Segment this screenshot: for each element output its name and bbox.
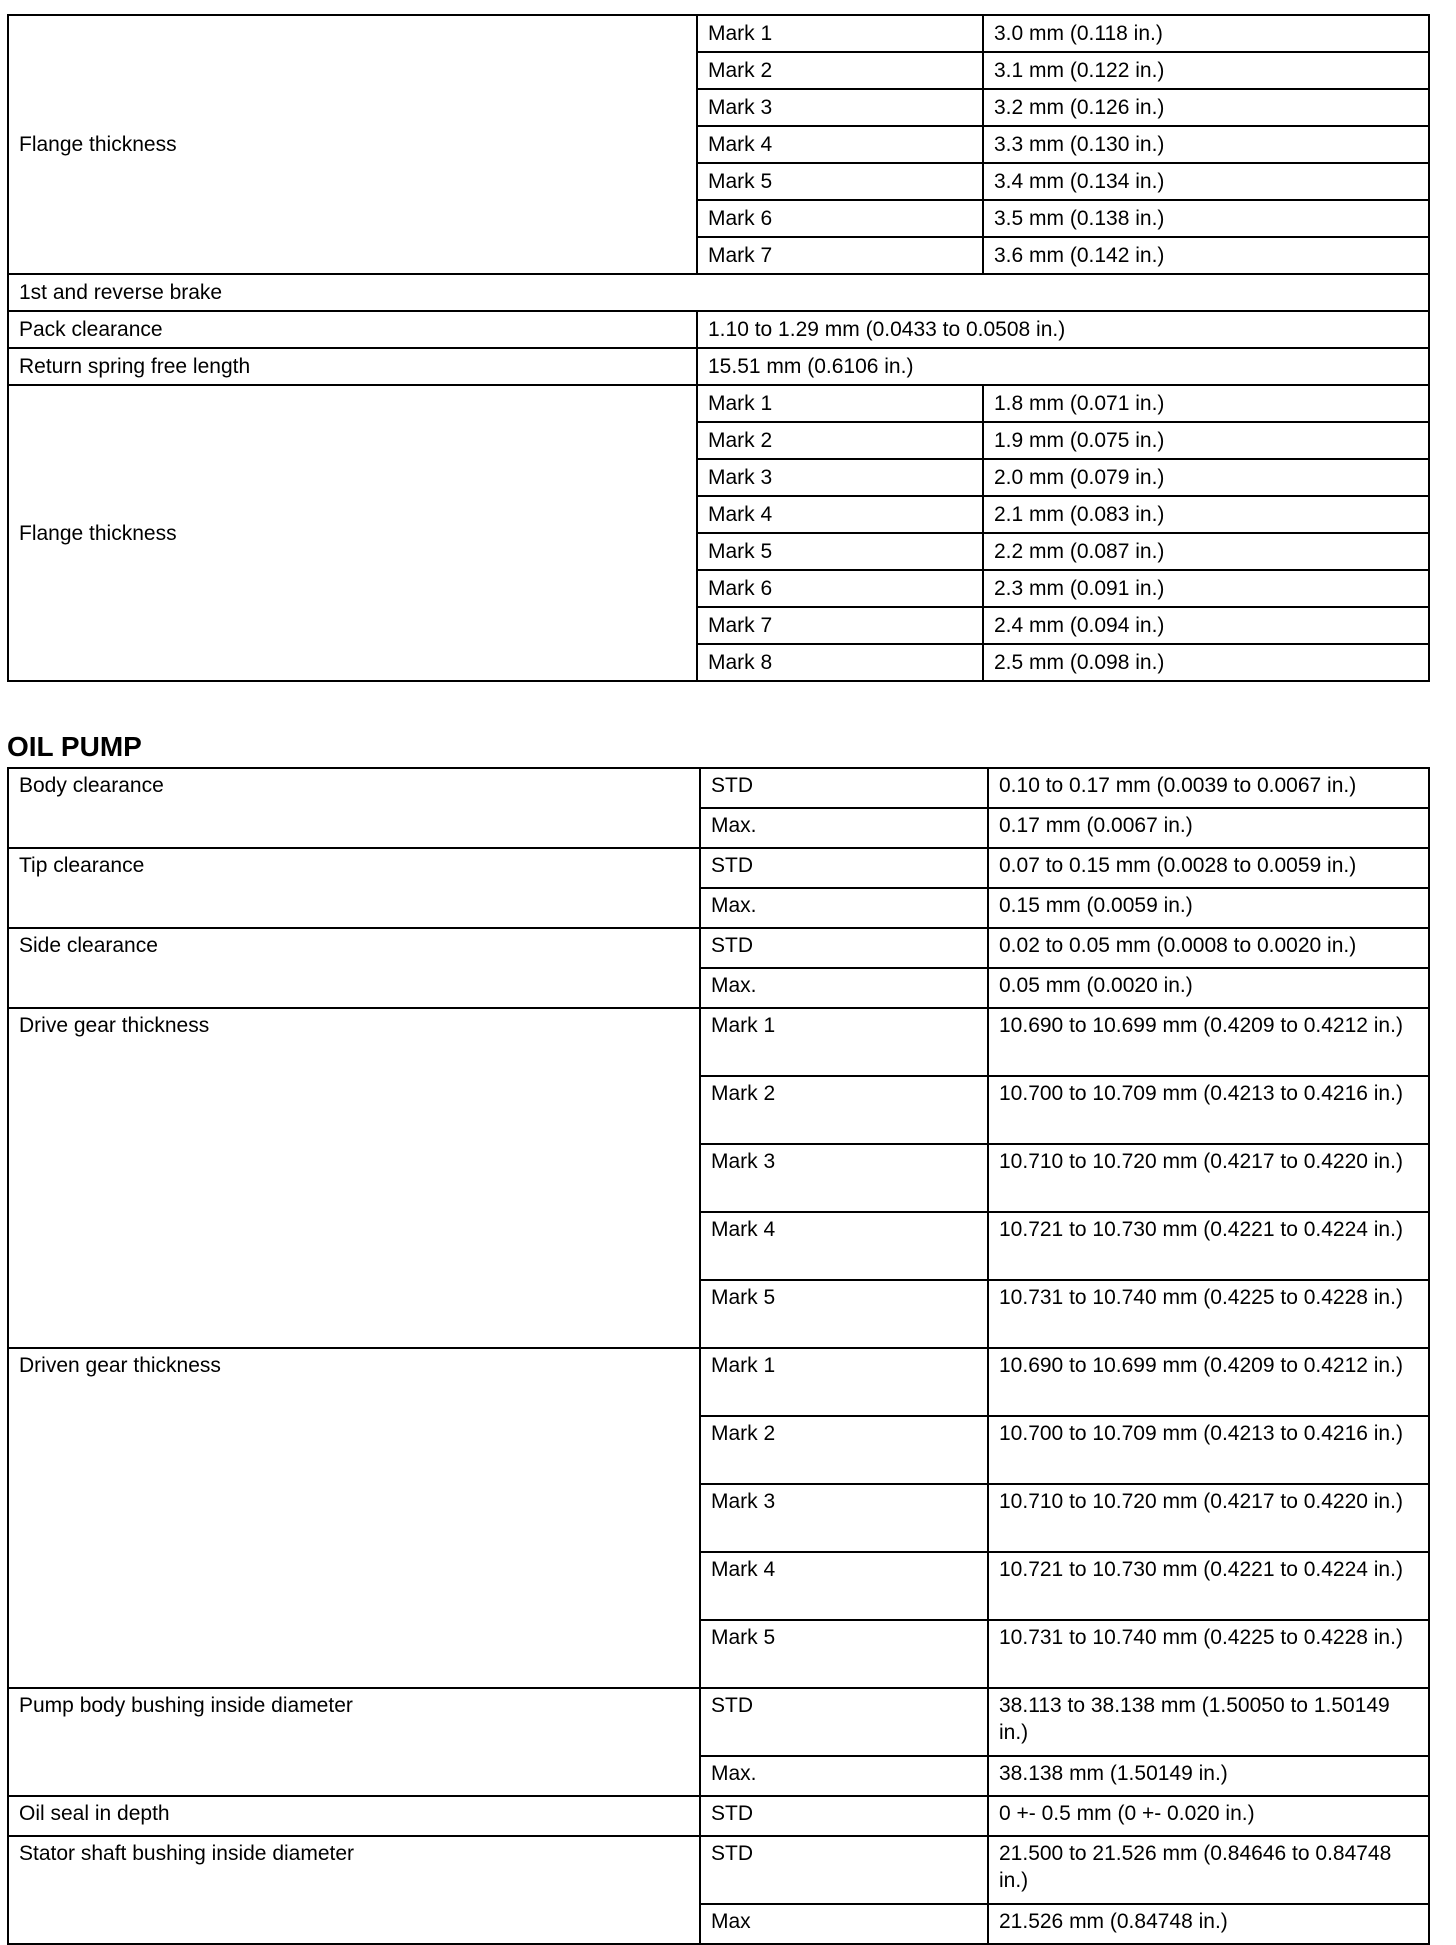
mark-cell: Mark 2 [697,422,983,459]
flange-thickness-label: Flange thickness [8,15,697,274]
key-cell: Mark 5 [700,1280,988,1348]
key-cell: Mark 2 [700,1076,988,1144]
key-cell: Max. [700,888,988,928]
brake-spec-table [7,14,1430,682]
mark-cell: Mark 5 [697,533,983,570]
mark-cell: Mark 3 [697,89,983,126]
value-cell: 2.5 mm (0.098 in.) [983,644,1429,681]
value-cell: 38.138 mm (1.50149 in.) [988,1756,1429,1796]
mark-cell: Mark 4 [697,126,983,163]
key-cell: Mark 1 [700,1348,988,1416]
spec-label: Body clearance [8,768,700,848]
value-cell: 10.700 to 10.709 mm (0.4213 to 0.4216 in.) [988,1416,1429,1484]
table-row [8,848,1429,888]
value-cell: 0.10 to 0.17 mm (0.0039 to 0.0067 in.) [988,768,1429,808]
mark-cell: Mark 1 [697,385,983,422]
value-cell: 2.3 mm (0.091 in.) [983,570,1429,607]
value-cell: 0 +- 0.5 mm (0 +- 0.020 in.) [988,1796,1429,1836]
value-cell: 1.9 mm (0.075 in.) [983,422,1429,459]
key-cell: Mark 5 [700,1620,988,1688]
table-row [8,1836,1429,1904]
value-cell: 2.1 mm (0.083 in.) [983,496,1429,533]
value-cell: 10.690 to 10.699 mm (0.4209 to 0.4212 in.) [988,1348,1429,1416]
value-cell: 10.690 to 10.699 mm (0.4209 to 0.4212 in.) [988,1008,1429,1076]
value-cell: 3.6 mm (0.142 in.) [983,237,1429,274]
key-cell: STD [700,1796,988,1836]
value-cell: 10.710 to 10.720 mm (0.4217 to 0.4220 in.) [988,1484,1429,1552]
mark-cell: Mark 4 [697,496,983,533]
table-row [8,1796,1429,1836]
table-row [8,1348,1429,1416]
value-cell: 21.526 mm (0.84748 in.) [988,1904,1429,1944]
group-heading: 1st and reverse brake [8,274,1429,311]
value-cell: 10.710 to 10.720 mm (0.4217 to 0.4220 in.) [988,1144,1429,1212]
value-cell: 10.731 to 10.740 mm (0.4225 to 0.4228 in.) [988,1280,1429,1348]
key-cell: Mark 3 [700,1484,988,1552]
spec-label: Stator shaft bushing inside diameter [8,1836,700,1944]
oil-pump-spec-table [7,767,1430,1945]
key-cell: Max [700,1904,988,1944]
mark-cell: Mark 7 [697,237,983,274]
mark-cell: Mark 6 [697,200,983,237]
return-spring-value: 15.51 mm (0.6106 in.) [697,348,1429,385]
value-cell: 3.4 mm (0.134 in.) [983,163,1429,200]
value-cell: 3.0 mm (0.118 in.) [983,15,1429,52]
key-cell: Mark 3 [700,1144,988,1212]
value-cell: 2.2 mm (0.087 in.) [983,533,1429,570]
flange-thickness-label: Flange thickness [8,385,697,681]
value-cell: 3.5 mm (0.138 in.) [983,200,1429,237]
table-row [8,1688,1429,1756]
spec-label: Pump body bushing inside diameter [8,1688,700,1796]
key-cell: Max. [700,1756,988,1796]
value-cell: 0.05 mm (0.0020 in.) [988,968,1429,1008]
spec-label: Oil seal in depth [8,1796,700,1836]
key-cell: STD [700,848,988,888]
value-cell: 0.07 to 0.15 mm (0.0028 to 0.0059 in.) [988,848,1429,888]
spec-label: Tip clearance [8,848,700,928]
pack-clearance-value: 1.10 to 1.29 mm (0.0433 to 0.0508 in.) [697,311,1429,348]
key-cell: STD [700,928,988,968]
spec-label: Drive gear thickness [8,1008,700,1348]
key-cell: Max. [700,808,988,848]
key-cell: Mark 4 [700,1212,988,1280]
pack-clearance-label: Pack clearance [8,311,697,348]
table-row [8,348,1429,385]
value-cell: 10.731 to 10.740 mm (0.4225 to 0.4228 in.) [988,1620,1429,1688]
key-cell: Mark 4 [700,1552,988,1620]
table-row [8,311,1429,348]
key-cell: STD [700,1688,988,1756]
table-row [8,274,1429,311]
mark-cell: Mark 3 [697,459,983,496]
key-cell: Mark 1 [700,1008,988,1076]
mark-cell: Mark 5 [697,163,983,200]
table-row [8,385,1429,422]
value-cell: 21.500 to 21.526 mm (0.84646 to 0.84748 in.) [988,1836,1429,1904]
spec-label: Side clearance [8,928,700,1008]
value-cell: 0.15 mm (0.0059 in.) [988,888,1429,928]
key-cell: STD [700,768,988,808]
value-cell: 0.02 to 0.05 mm (0.0008 to 0.0020 in.) [988,928,1429,968]
value-cell: 10.700 to 10.709 mm (0.4213 to 0.4216 in.) [988,1076,1429,1144]
value-cell: 10.721 to 10.730 mm (0.4221 to 0.4224 in.) [988,1552,1429,1620]
key-cell: Max. [700,968,988,1008]
value-cell: 2.0 mm (0.079 in.) [983,459,1429,496]
value-cell: 3.3 mm (0.130 in.) [983,126,1429,163]
mark-cell: Mark 1 [697,15,983,52]
mark-cell: Mark 7 [697,607,983,644]
mark-cell: Mark 6 [697,570,983,607]
value-cell: 0.17 mm (0.0067 in.) [988,808,1429,848]
value-cell: 1.8 mm (0.071 in.) [983,385,1429,422]
key-cell: STD [700,1836,988,1904]
table-row [8,15,1429,52]
table-row [8,928,1429,968]
mark-cell: Mark 2 [697,52,983,89]
value-cell: 3.1 mm (0.122 in.) [983,52,1429,89]
value-cell: 38.113 to 38.138 mm (1.50050 to 1.50149 in.) [988,1688,1429,1756]
value-cell: 10.721 to 10.730 mm (0.4221 to 0.4224 in.) [988,1212,1429,1280]
key-cell: Mark 2 [700,1416,988,1484]
value-cell: 2.4 mm (0.094 in.) [983,607,1429,644]
table-row [8,1008,1429,1076]
section-title: OIL PUMP [7,731,142,762]
table-row [8,768,1429,808]
mark-cell: Mark 8 [697,644,983,681]
return-spring-label: Return spring free length [8,348,697,385]
value-cell: 3.2 mm (0.126 in.) [983,89,1429,126]
spec-label: Driven gear thickness [8,1348,700,1688]
